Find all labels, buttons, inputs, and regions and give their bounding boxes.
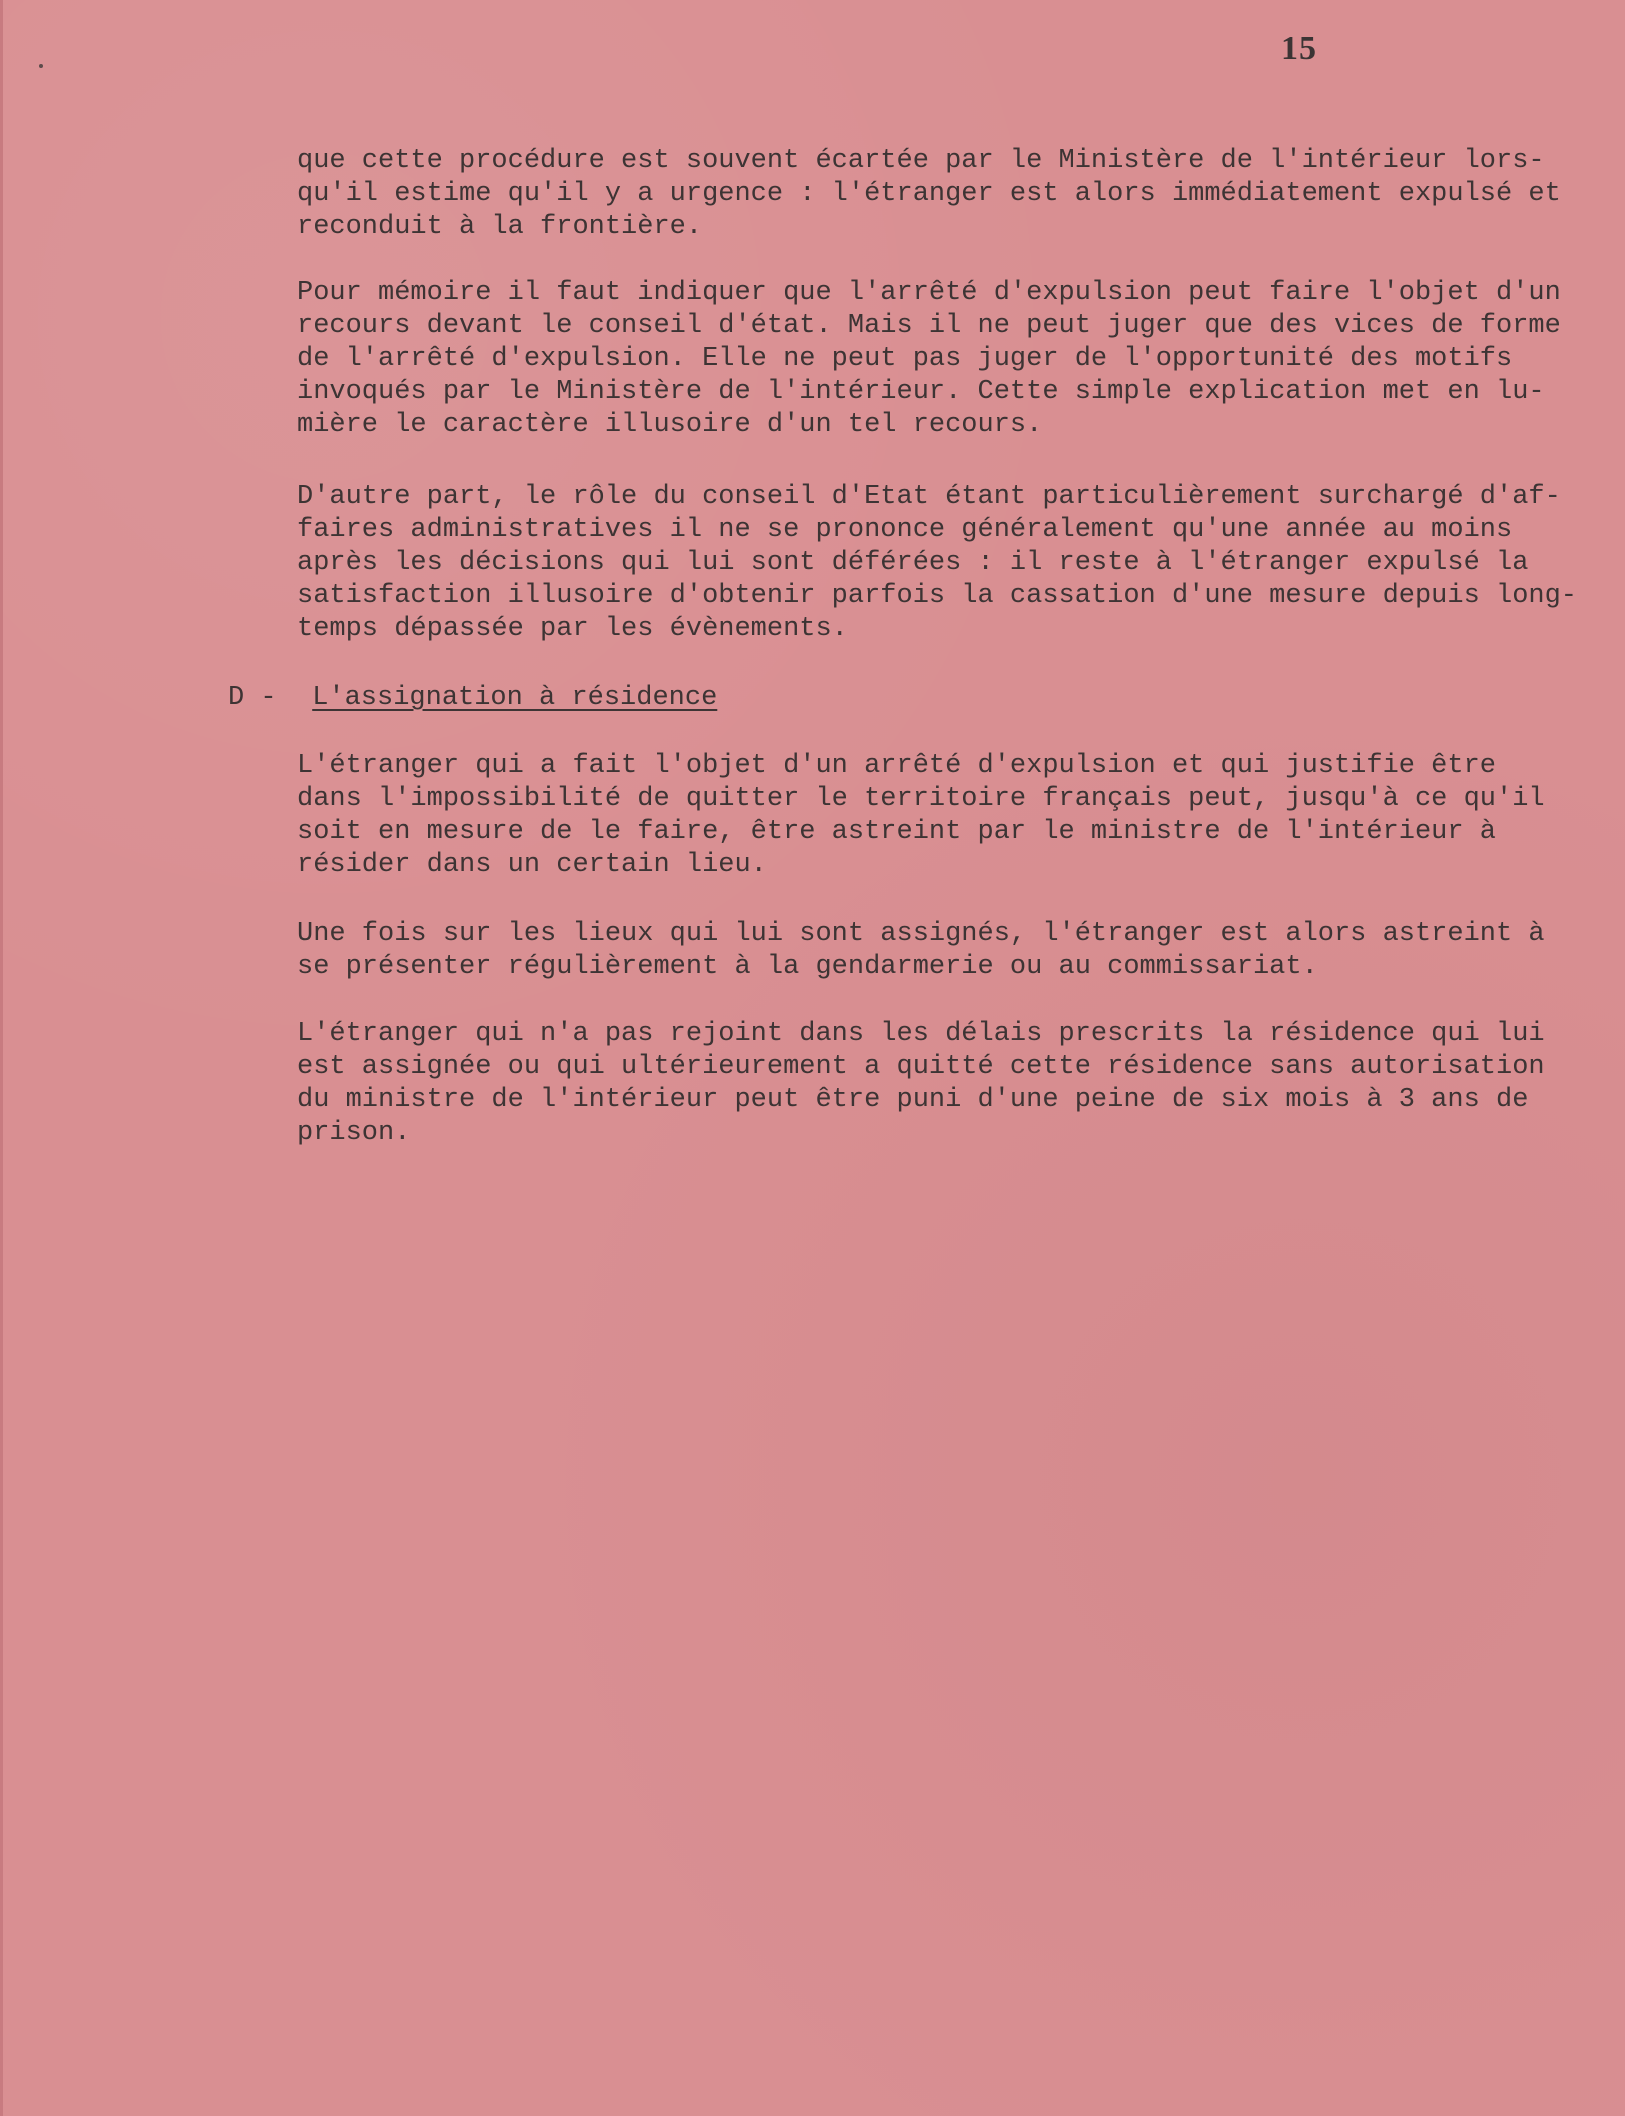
paragraph-line: est assignée ou qui ultérieurement a quitté cette résidence sans autorisation [297, 1052, 1545, 1082]
paragraph-recours [297, 277, 1561, 442]
paragraph-line: qu'il estime qu'il y a urgence : l'étranger est alors immédiatement expulsé et [297, 179, 1561, 209]
paragraph-line: résider dans un certain lieu. [297, 850, 767, 880]
page-left-edge [0, 0, 3, 2116]
paragraph-conseil-etat [297, 481, 1578, 646]
paragraph-line: faires administratives il ne se prononce généralement qu'une année au moins [297, 515, 1513, 545]
paragraph-assignation-definition [297, 750, 1547, 882]
paragraph-line: se présenter régulièrement à la gendarmerie ou au commissariat. [297, 952, 1318, 982]
paragraph-line: satisfaction illusoire d'obtenir parfois la cassation d'une mesure depuis long- [297, 581, 1578, 611]
paragraph-line: invoqués par le Ministère de l'intérieur. Cette simple explication met en lu- [297, 377, 1545, 407]
section-prefix: D - [228, 683, 277, 713]
paragraph-line: Pour mémoire il faut indiquer que l'arrêté d'expulsion peut faire l'objet d'un [297, 278, 1561, 308]
paragraph-line: après les décisions qui lui sont déférées : il reste à l'étranger expulsé la [297, 548, 1529, 578]
paragraph-line: dans l'impossibilité de quitter le territoire français peut, jusqu'à ce qu'il [297, 784, 1545, 814]
paragraph-line: du ministre de l'intérieur peut être puni d'une peine de six mois à 3 ans de [297, 1085, 1529, 1115]
paragraph-line: prison. [297, 1118, 411, 1148]
paragraph-line: L'étranger qui a fait l'objet d'un arrêté d'expulsion et qui justifie être [297, 751, 1496, 781]
paragraph-line: D'autre part, le rôle du conseil d'Etat étant particulièrement surchargé d'af- [297, 482, 1561, 512]
paragraph-line: soit en mesure de le faire, être astreint par le ministre de l'intérieur à [297, 817, 1496, 847]
paragraph-assignation-obligations [297, 918, 1547, 984]
paragraph-line: mière le caractère illusoire d'un tel recours. [297, 410, 1043, 440]
paragraph-line: Une fois sur les lieux qui lui sont assignés, l'étranger est alors astreint à [297, 919, 1545, 949]
paragraph-line: que cette procédure est souvent écartée par le Ministère de l'intérieur lors- [297, 146, 1545, 176]
paragraph-line: temps dépassée par les évènements. [297, 614, 848, 644]
section-title: L'assignation à résidence [312, 683, 718, 713]
paragraph-line: L'étranger qui n'a pas rejoint dans les délais prescrits la résidence qui lui [297, 1019, 1545, 1049]
ink-speck [39, 64, 43, 68]
paragraph-line: recours devant le conseil d'état. Mais il ne peut juger que des vices de forme [297, 311, 1561, 341]
paragraph-line: reconduit à la frontière. [297, 212, 703, 242]
paragraph-line: de l'arrêté d'expulsion. Elle ne peut pas juger de l'opportunité des motifs [297, 344, 1513, 374]
paragraph-assignation-sanction [297, 1018, 1547, 1150]
section-heading [228, 682, 717, 715]
page-number: 15 [1281, 30, 1317, 67]
paragraph-procedure [297, 145, 1561, 244]
